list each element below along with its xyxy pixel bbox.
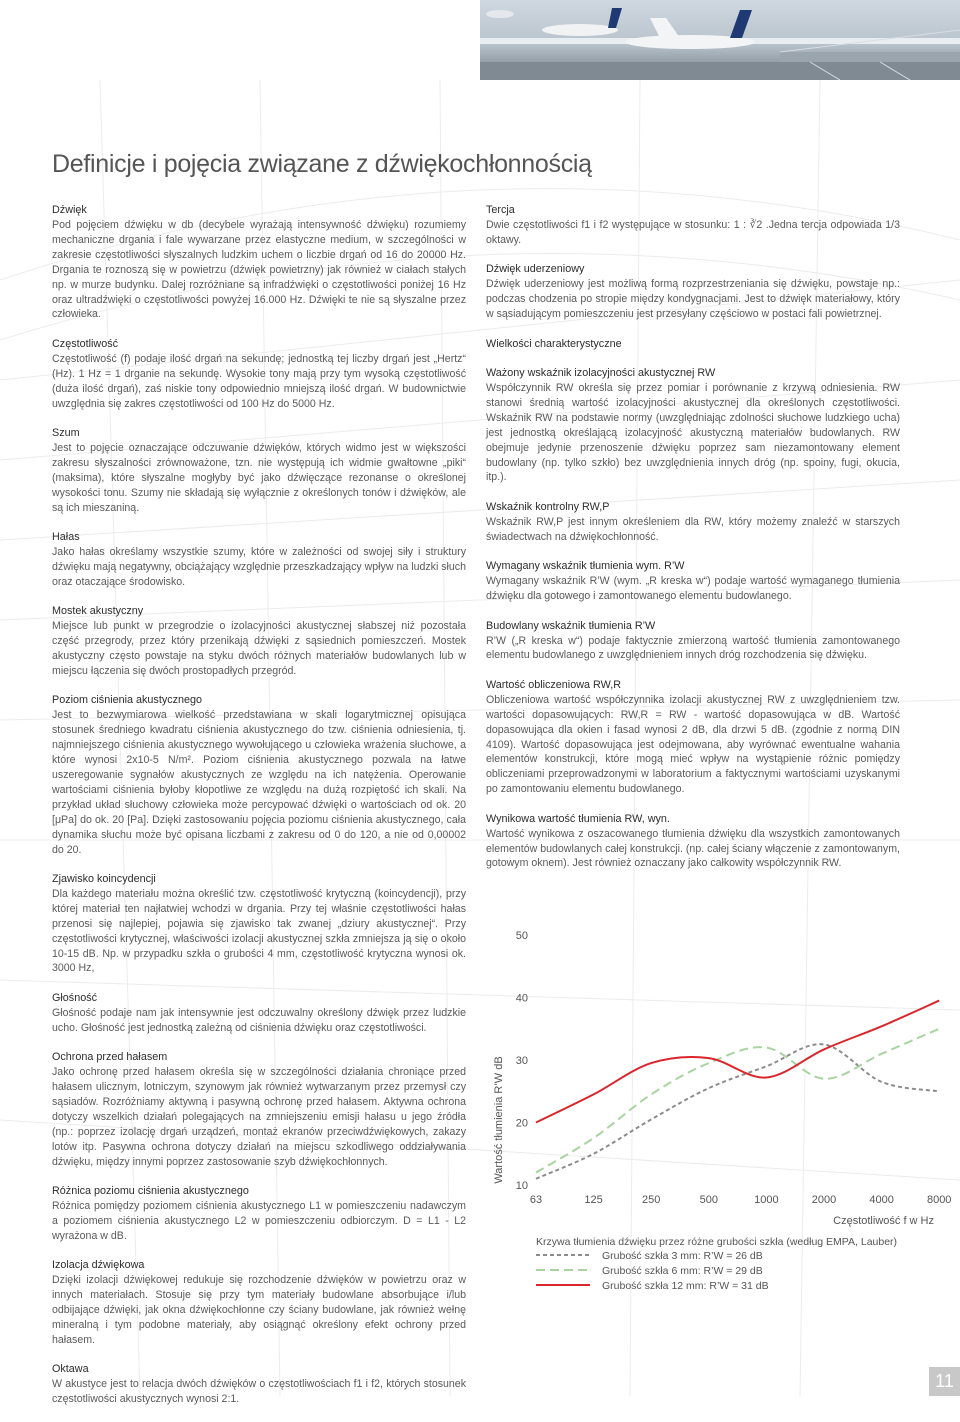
section-text: Jako ochronę przed hałasem określa się w szczególności działania chroniące przed hałasem ulicznym, lotniczym, szynowym jak również wytwarzanym przez przemysł czy sąsiadów. Rozróżniamy aktywną i pasywną ochronę przed hałasem. Aktywna ochrona dotyczy wszelkich działań polegających na zmniejszeniu emisji hałasu u jego źródła (np.: poprzez izolację drgań urządzeń, montaż ekranów przeciwdźwiękowych, zakazy lotów itp. Pasywna ochrona dotyczy działań na miejscu szkodliwego oddziaływania dźwięku, między innymi poprzez zastosowanie szyb dźwiękochłonnych. [52,1066,466,1168]
y-tick-label: 20 [515,1117,528,1130]
x-tick-label: 1000 [754,1194,779,1206]
section-heading: Zjawisko koincydencji [52,872,156,885]
section-halas [52,530,466,590]
section-heading: Wynikowa wartość tłumienia RW, wyn. [486,812,670,825]
x-tick-label: 63 [529,1194,543,1206]
section-text: Współczynnik RW określa się przez pomiar i porównanie z krzywą odniesienia. RW stanowi średnią wartość izolacyjności akustycznej dla określonych częstotliwości. Wskaźnik RW na podstawie normy (uwzględniając zdolności słuchowe ludzkiego ucha) jest jednostką określającą izolacyjność akustyczną materiałów budowlanych. RW obejmuje jedynie przenoszenie dźwięku poprzez sam niezamontowany element budowlany (np. tylko szkło) bez uwzględnienia innych dróg (np. spoiny, fugi, okucia, itp.). [486,382,900,484]
section-text: Dwie częstotliwości f1 i f2 występujące w stosunku: 1 : ∛2 .Jedna tercja odpowiada 1/3 oktawy. [486,219,900,246]
section-text: Jest to pojęcie oznaczające odczuwanie dźwięków, których widmo jest w większości zakresu słyszalności zrównoważone, tzn. nie występują ich widmie gwałtowne „piki“ (maksima), które słyszalne mogłyby być jako dźwięczące rezonanse o określonej wysokości tonu. Szumy nie składają się wyłącznie z określonych tonów i dźwięków, ale są ich mieszaniną. [52,441,466,514]
section-heading: Wartość obliczeniowa RW,R [486,678,622,691]
section-heading: Poziom ciśnienia akustycznego [52,694,203,707]
section-text: Wymagany wskaźnik R’W (wym. „R kreska w“) podaje wartość wymaganego tłumienia dźwięku dla gotowego i zamontowanego elementu budowlanego. [486,575,900,603]
section-wartosc-obliczeniowa [486,678,900,797]
section-heading: Hałas [52,531,80,543]
section-heading: Wymagany wskaźnik tłumienia wym. R’W [486,560,685,573]
x-axis-label: Częstotliwość f w Hz [833,1215,934,1227]
section-szum [52,426,466,516]
y-tick-label: 40 [515,992,528,1005]
section-wymagany-rw [486,559,900,604]
section-heading: Szum [52,426,80,439]
section-text: Głośność podaje nam jak intensywnie jest odczuwalny określony dźwięk przez ludzkie ucho. Głośność jest jednostką zależną od ciśnienia dźwięku oraz częstotliwości. [52,1006,466,1034]
chart-caption: Krzywa tłumienia dźwięku przez różne grubości szkła (według EMPA, Lauber) [536,1236,898,1248]
section-heading: Budowlany wskaźnik tłumienia R’W [486,619,656,632]
section-heading: Oktawa [52,1363,89,1376]
section-text: Miejsce lub punkt w przegrodzie o izolacyjności akustycznej słabszej niż pozostała część przegrody, przez który przenikają dźwięki z sąsiednich pomieszczeń. Mostek akustyczny często powstaje na styku dwóch różnych materiałów budowlanych lub w miejscu łączenia się dwóch prostopadłych przegród. [52,620,466,677]
section-heading: Tercja [486,204,515,216]
section-heading: Dźwięk uderzeniowy [486,263,585,276]
section-roznica-poziomu [52,1184,466,1244]
page-number: 11 [929,1367,960,1396]
section-rwp [486,500,900,545]
section-czestotliwosc [52,337,466,412]
section-text: Wskaźnik RW,P jest innym określeniem dla RW, który możemy znaleźć w starszych świadectwach na dźwiękochłonność. [486,515,900,543]
left-column [52,203,466,1422]
section-poziom-cisnienia [52,693,466,857]
section-text: Jest to bezwymiarowa wielkość przedstawiana w skali logarytmicznej opisująca stosunek średniego kwadratu ciśnienia akustycznego do tzw. ciśnienia odniesienia, tj. najmniejszego ciśnienia akustycznego wywołującego u człowieka wrażenia słuchowe, a które wynosi 2x10-5 N/m². Poziom ciśnienia akustycznego pozwala na łatwe uszeregowanie sygnałów akustycznych ze względu na ich natężenia. Operowanie wartościami ciśnienia byłoby kłopotliwe ze względu na dużą rozpiętość ich skali. Na przykład układ słuchowy człowieka może percypować dźwięki o wartościach od ok. 20 [μPa] do ok. 20 [Pa]. Dzięki zastosowaniu pojęcia poziomu ciśnienia akustycznego, cała dynamika słuchu może być opisana liczbami z zakresu od 0 do 120, a nie od 0,00002 do 20. [52,709,466,856]
x-tick-label: 8000 [926,1194,952,1206]
section-heading: Izolacja dźwiękowa [52,1259,145,1272]
x-tick-label: 4000 [869,1194,894,1206]
y-axis-label: Wartość tłumienia R’W dB [493,1056,505,1184]
series-line-2 [536,1029,939,1173]
glass-attenuation-chart [486,915,960,1295]
page-title: Definicje i pojęcia związane z dźwiękochłonnością [52,150,592,178]
section-text: Pod pojęciem dźwięku w db (decybele wyrażają intensywność dźwięku) rozumiemy mechaniczne drgania i fale wywarzane przez elastyczne medium, w szczególności w zakresie częstotliwości słyszalnych ludzkim uchem o liczbie drgań od 16 do 20000 Hz. Drgania te roznoszą się w powietrzu (dźwięk powietrzny) jak również w ciałach stałych np. w murze budynku. Dalej rozróżniane są infradźwięki o częstotliwości poniżej 16 Hz oraz ultradźwięki o częstotliwości powyżej 16.000 Hz. Dźwięki te nie są słyszalne przez człowieka. [52,219,466,321]
section-budowlany-rw [486,619,900,664]
x-tick-label: 2000 [811,1194,837,1206]
legend-label: Grubość szkła 3 mm: R’W = 26 dB [602,1250,763,1262]
x-tick-label: 250 [642,1194,661,1206]
airport-photo-image [480,0,960,80]
section-wynikowa-wartosc [486,812,900,872]
section-text: Częstotliwość (f) podaje ilość drgań na sekundę; jednostką tej liczby drgań jest „Hertz“ (Hz). 1 Hz = 1 drganie na sekundę. Wysokie tony mają przy tym wysoką częstotliwość (duża ilość drgań), zaś niskie tony odpowiednio mniejszą ilość drgań. W budownictwie uwzględnia się zakres częstotliwości od 100 Hz do 5000 Hz. [52,352,466,410]
x-tick-label: 500 [699,1194,718,1206]
section-text: Dla każdego materiału można określić tzw. częstotliwość krytyczną (koincydencji), przy której materiał ten najłatwiej wchodzi w drgania. Przy tej właśnie częstotliwości hałas przenosi się najlepiej, pojawia się zjawisko tak zwanej „dziury akustycznej“. Przy częstotliwości krytycznej, właściwości izolacji akustycznej szkła zmniejsza ją się o około 10-15 dB. Np. w przypadku szkła o grubości 4 mm, częstotliwość krytyczna wynosi ok. 3000 Hz, [52,887,466,975]
section-heading: Mostek akustyczny [52,605,144,618]
x-tick-label: 125 [584,1194,603,1206]
section-text: Różnica pomiędzy poziomem ciśnienia akustycznego L1 w pomieszczeniu nadawczym a poziomem ciśnienia akustycznego L2 w pomieszczeniu odbiorczym. D = L1 - L2 wyrażona w dB. [52,1200,466,1242]
section-dzwiek [52,203,466,322]
section-mostek-akustyczny [52,604,466,679]
section-rw [486,366,900,485]
section-dzwiek-uderzeniowy [486,262,900,322]
section-glosnosc [52,991,466,1036]
section-text: Dźwięk uderzeniowy jest możliwą formą rozprzestrzeniania się dźwięku, powstaje np.: podczas chodzenia po stropie między kondygnacjami. Jest to dźwięk materiałowy, który w sąsiadującym pomieszczeniu jest przesyłany częściowo w postaci fali powietrznej. [486,278,900,321]
section-heading: Różnica poziomu ciśnienia akustycznego [52,1185,249,1197]
section-koincydencja [52,872,466,976]
section-text: W akustyce jest to relacja dwóch dźwięków o częstotliwościach f1 i f2, których stosunek częstotliwości akustycznych wynosi 2:1. [52,1378,466,1406]
section-ochrona-przed-halasem [52,1050,466,1169]
header-photo [480,0,960,80]
section-oktawa [52,1362,466,1407]
section-heading: Wielkości charakterystyczne [486,337,622,350]
right-column [486,203,900,886]
section-text: Obliczeniowa wartość współczynnika izolacji akustycznej RW z uwzględnieniem tzw. wartości dopasowujących: RW,R = RW - wartość dopasowująca w dB. Wartość dopasowująca dla okien i fasad wynosi 2 dB, dla drzwi 5 dB. (zgodnie z normą DIN 4109). Wartość dopasowująca jest odejmowana, aby wyrównać ewentualne wahania elementów konstrukcji, które mogą mieć wpływ na wystąpienie różnic pomiędzy obliczeniami przeprowadzonymi w laboratorium a faktycznymi wartościami uzyskanymi po zamontowaniu elementu budowlanego. [486,693,900,796]
legend-label: Grubość szkła 12 mm: R’W = 31 dB [602,1280,769,1292]
section-heading: Wskaźnik kontrolny RW,P [486,500,610,513]
section-text: Wartość wynikowa z oszacowanego tłumienia dźwięku dla wszystkich zamontowanych elementów budowlanych całej konstrukcji. (np. całej ściany włączenie z zamontowanym, gotowym oknem). Jest również oznaczany jako całkowity współczynnik RW. [486,827,900,870]
section-text: Jako hałas określamy wszystkie szumy, które w zależności od swojej siły i struktury dźwięku mają negatywny, obciążający względnie przeszkadzający wpływ na ludzki słuch oraz otaczające środowisko. [52,546,466,588]
section-heading: Ważony wskaźnik izolacyjności akustycznej RW [486,367,716,380]
section-text: Dzięki izolacji dźwiękowej redukuje się rozchodzenie dźwięków w powietrzu oraz w innych materiałach. Stosuje się przy tym materiały budowlane absorbujące i/lub odbijające dźwięki, jak okna dźwiękochłonne czy ściany budowlane, jak również wełnę mineralną i tym podobne materiały, aby osiągnąć określony efekt ochrony przed hałasem. [52,1274,466,1346]
series-line-1 [536,1044,939,1179]
section-heading: Ochrona przed hałasem [52,1051,168,1064]
section-text: R’W („R kreska w“) podaje faktycznie zmierzoną wartość tłumienia zamontowanego elementu budowlanego z uwzględnieniem innych dróg rozchodzenia się dźwięku. [486,634,900,662]
section-tercja [486,203,900,248]
section-heading: Głośność [52,991,98,1004]
section-wielkosci-charakterystyczne [486,337,900,352]
y-tick-label: 10 [515,1180,528,1192]
section-heading: Częstotliwość [52,337,118,350]
legend-label: Grubość szkła 6 mm: R’W = 29 dB [602,1265,763,1277]
section-izolacja-dzwiekowa [52,1258,466,1348]
section-heading: Dźwięk [52,204,87,216]
y-tick-label: 50 [515,930,528,942]
series-line-3 [536,1001,939,1123]
y-tick-label: 30 [515,1055,528,1067]
